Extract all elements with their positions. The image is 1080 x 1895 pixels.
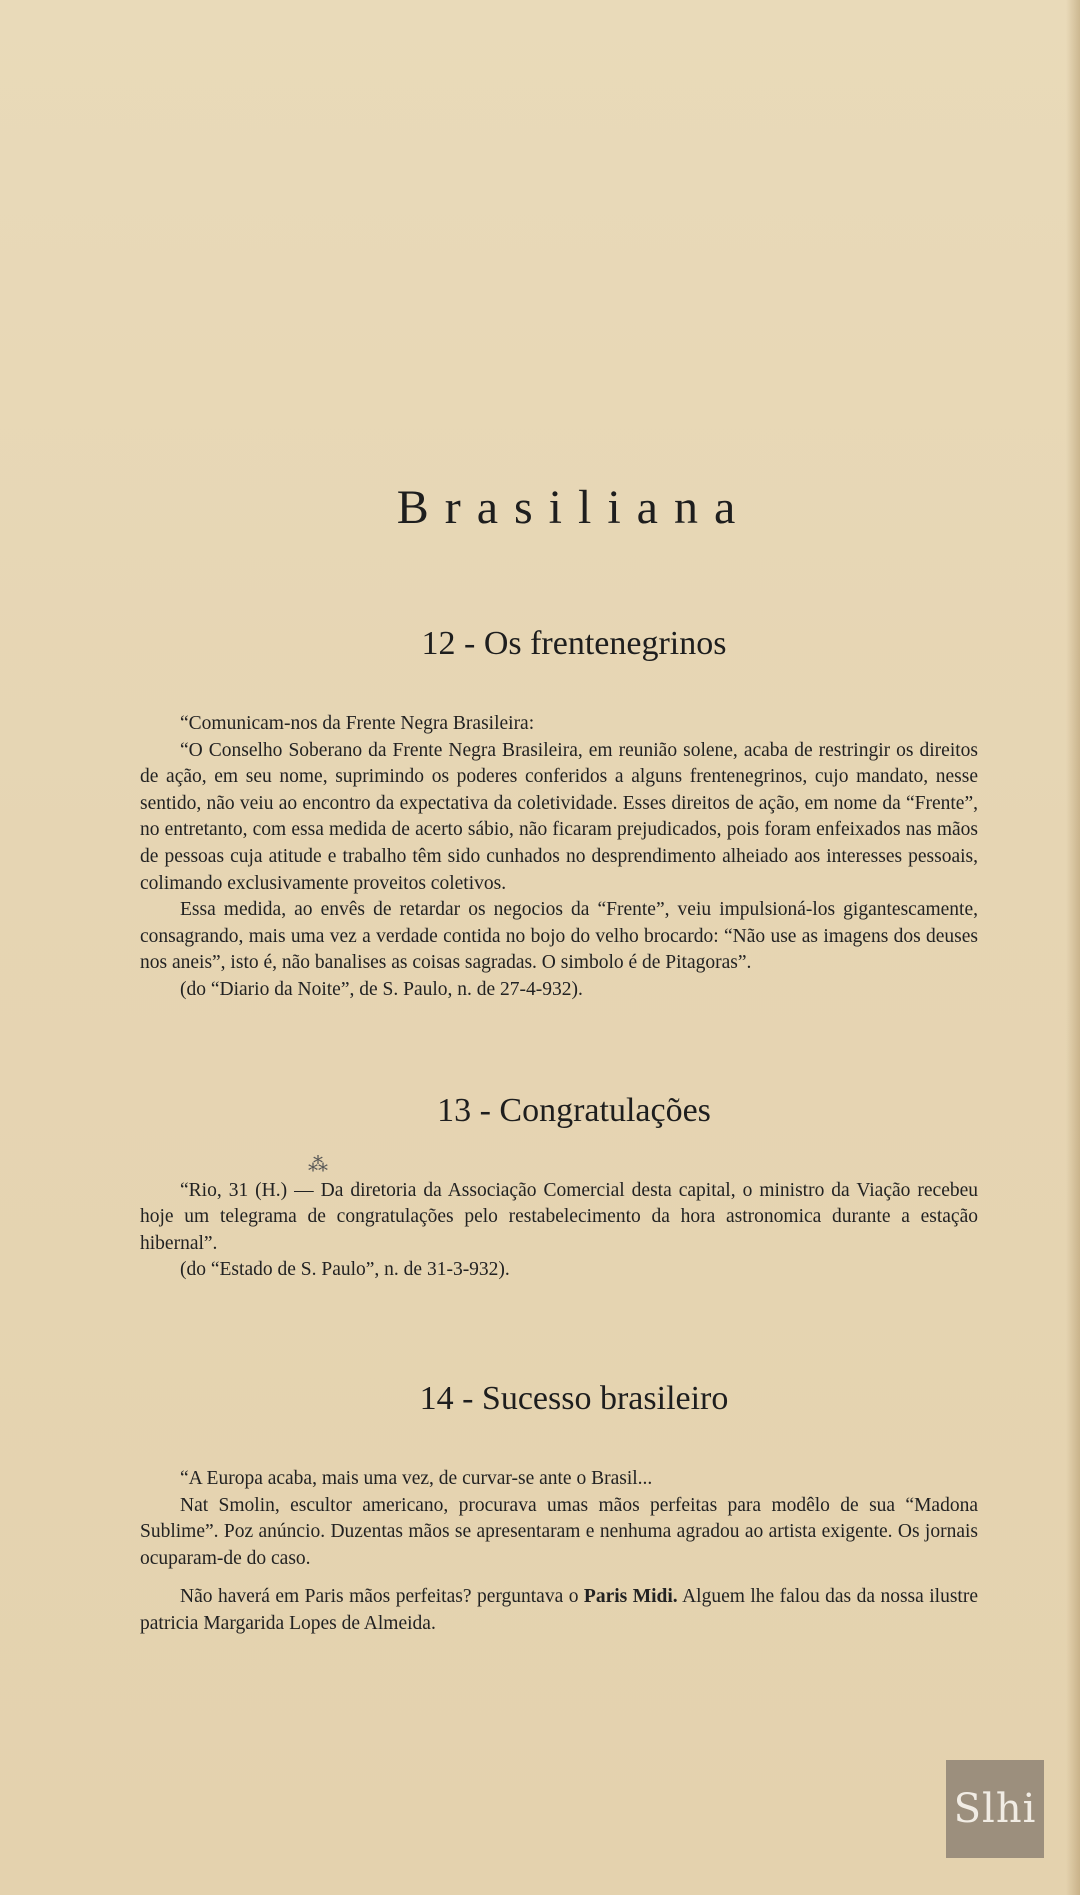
paragraph: “Comunicam-nos da Frente Negra Brasileira:	[180, 713, 535, 734]
paragraph: Essa medida, ao envês de retardar os negocios da “Frente”, veiu impulsioná-los gigantescamente, consagrando, mais uma vez a verdade contida no bojo do velho brocardo: “Não use as imagens dos deuses nos aneis”, isto é, não banalises as coisas sagradas. O simbolo é de Pitagoras”.	[140, 899, 978, 974]
section-heading: 13 - Congratulações	[437, 1091, 711, 1129]
paragraph: “Rio, 31 (H.) — Da diretoria da Associação Comercial desta capital, o ministro da Viação recebeu hoje um telegrama de congratulações pelo restabelecimento da hora astronomica durante a estação hibernal”.	[140, 1179, 978, 1254]
page-content	[140, 480, 978, 1637]
library-logo	[946, 1760, 1044, 1858]
newspaper-name: Paris Midi.	[583, 1586, 678, 1608]
paragraph: “A Europa acaba, mais uma vez, de curvar-se ante o Brasil...	[180, 1467, 653, 1489]
section-spacer	[140, 1284, 978, 1380]
paragraph	[140, 1584, 978, 1637]
page-title: Brasiliana	[396, 481, 752, 534]
paragraph-text: Alguem lhe falou das da nossa ilustre patricia Margarida Lopes de Almeida.	[140, 1586, 978, 1634]
page-edge-shadow	[1066, 0, 1080, 1895]
stray-mark-icon: ⁂	[308, 1154, 328, 1176]
section-13	[140, 1092, 978, 1284]
paragraph: “O Conselho Soberano da Frente Negra Brasileira, em reunião solene, acaba de restringir os direitos de ação, em seu nome, suprimindo os poderes conferidos a alguns frentenegrinos, cujo mandato, nesse sentido, não veiu ao encontro da expectativa da coletividade. Esses direitos de ação, em nome da “Frente”, no entretanto, com essa medida de acerto sábio, não ficaram prejudicados, pois foram enfeixados nas mãos de pessoas cuja atitude e trabalho têm sido cunhados no desprendimento alheiado aos interesses pessoais, colimando exclusivamente proveitos coletivos.	[140, 739, 978, 894]
paragraph: Nat Smolin, escultor americano, procurava umas mãos perfeitas para modêlo de sua “Madona Sublime”. Poz anúncio. Duzentas mãos se apresentaram e nenhuma agradou ao artista exigente. Os jornais ocuparam-de do caso.	[140, 1494, 978, 1569]
section-spacer	[140, 1004, 978, 1092]
section-12	[140, 625, 978, 1004]
source-citation: (do “Diario da Noite”, de S. Paulo, n. de 27-4-932).	[180, 978, 583, 1000]
section-14	[140, 1380, 978, 1638]
paragraph-spacer	[140, 1572, 978, 1584]
section-heading: 14 - Sucesso brasileiro	[419, 1379, 729, 1417]
logo-text: Slhi	[953, 1786, 1037, 1832]
section-heading: 12 - Os frentenegrinos	[421, 625, 727, 662]
paragraph-text: Não haverá em Paris mãos perfeitas? perguntava o	[180, 1586, 579, 1608]
source-citation: (do “Estado de S. Paulo”, n. de 31-3-932).	[180, 1259, 510, 1281]
